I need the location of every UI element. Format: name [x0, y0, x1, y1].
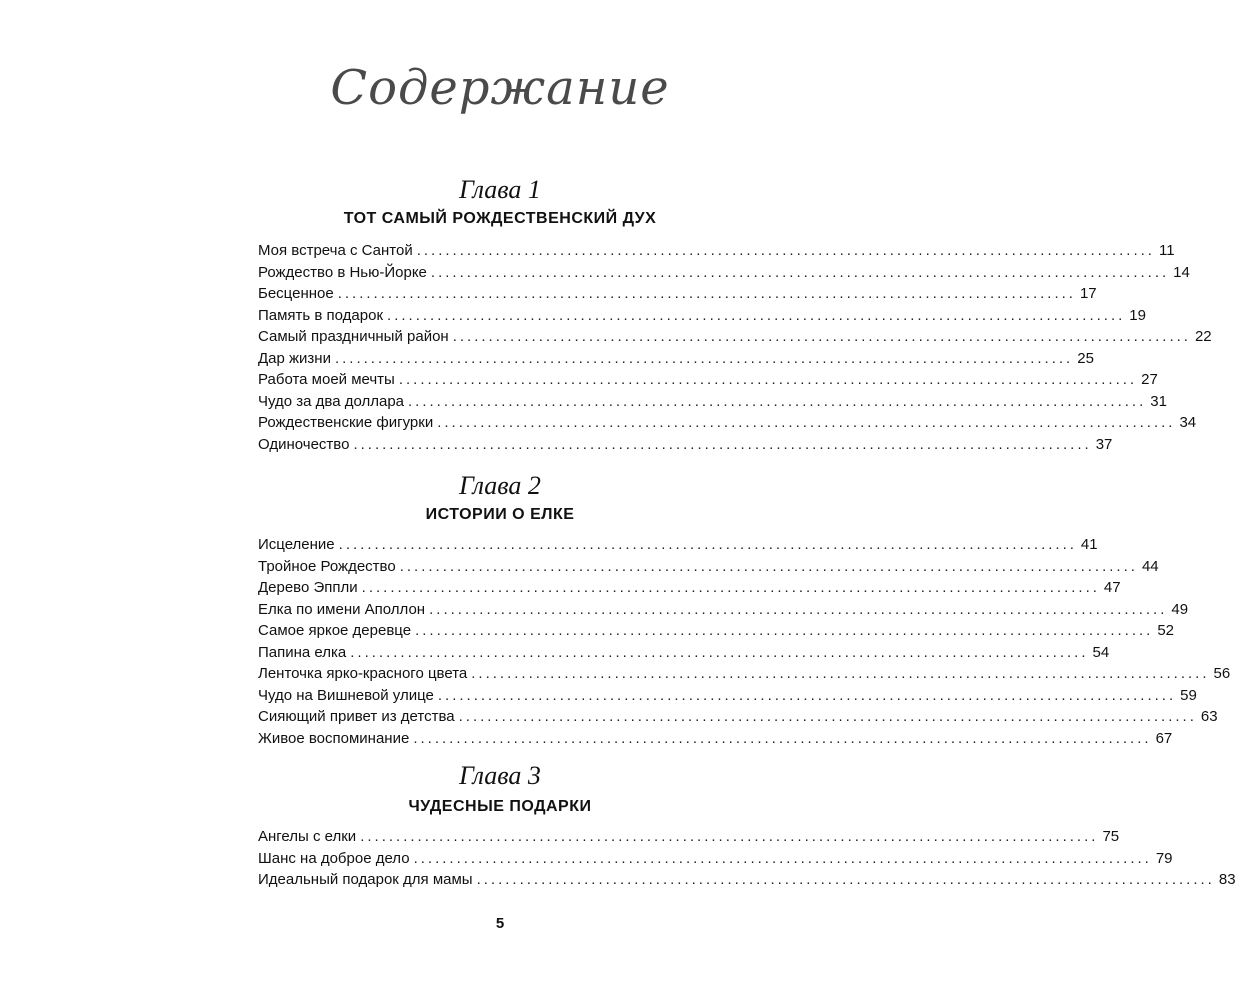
toc-entry-title: Живое воспоминание [258, 729, 410, 747]
dot-leader: ....................................................................................................... [353, 435, 1092, 453]
toc-entry-page: 11 [1158, 242, 1175, 259]
toc-entry[interactable] [258, 556, 1159, 578]
toc-entry[interactable] [258, 848, 1173, 870]
toc-entry-page: 59 [1180, 686, 1197, 704]
toc-entry-title: Дар жизни [258, 349, 331, 367]
toc-entry-title: Идеальный подарок для мамы [258, 871, 473, 888]
dot-leader: ....................................................................................................... [416, 242, 1155, 259]
dot-leader: ....................................................................................................... [430, 263, 1170, 281]
toc-entry[interactable] [258, 283, 1097, 305]
page-number: 5 [495, 915, 505, 932]
toc-entry-page: 56 [1213, 665, 1231, 682]
dot-leader: ....................................................................................................... [437, 686, 1177, 704]
toc-entry-page: 67 [1155, 729, 1173, 747]
toc-entry-page: 79 [1155, 849, 1173, 867]
toc-entry[interactable] [258, 348, 1094, 370]
toc-entry-page: 19 [1129, 306, 1146, 324]
chapter-1-label: Глава 1 [459, 175, 541, 204]
toc-entry-title: Одиночество [258, 435, 350, 453]
dot-leader: ....................................................................................................... [387, 306, 1126, 324]
toc-entry-title: Ангелы с елки [258, 828, 357, 845]
toc-entry-title: Бесценное [258, 285, 334, 302]
toc-entry-page: 14 [1173, 263, 1190, 281]
toc-entry[interactable] [258, 577, 1121, 599]
dot-leader: ....................................................................................................... [350, 643, 1089, 661]
toc-entry-title: Рождественские фигурки [258, 414, 434, 431]
toc-entry[interactable] [258, 620, 1175, 642]
dot-leader: ....................................................................................................... [458, 708, 1197, 725]
toc-entry[interactable] [258, 642, 1110, 664]
toc-entry[interactable] [258, 305, 1146, 327]
toc-entry-page: 37 [1095, 435, 1113, 453]
chapter-3-title: ЧУДЕСНЫЕ ПОДАРКИ [408, 798, 592, 815]
toc-entry-title: Работа моей мечты [258, 371, 395, 388]
dot-leader: ....................................................................................................... [471, 665, 1210, 682]
toc-entry-title: Елка по имени Аполлон [258, 600, 426, 618]
toc-entry-title: Шанс на доброе дело [258, 849, 410, 867]
toc-entry[interactable] [258, 826, 1120, 848]
toc-entry-page: 49 [1171, 600, 1189, 618]
toc-entry-page: 83 [1218, 871, 1236, 888]
dot-leader: ....................................................................................................... [408, 392, 1147, 410]
toc-entry[interactable] [258, 599, 1189, 621]
toc-entry-page: 31 [1150, 392, 1167, 410]
dot-leader: ....................................................................................................... [437, 414, 1176, 431]
dot-leader: ....................................................................................................... [399, 557, 1138, 575]
toc-entry-title: Чудо на Вишневой улице [258, 686, 434, 704]
chapter-1-entries [258, 240, 1212, 455]
toc-entry-title: Чудо за два доллара [258, 392, 405, 410]
toc-entry[interactable] [258, 663, 1231, 685]
toc-entry[interactable] [258, 326, 1212, 348]
page-title: Содержание [330, 60, 670, 116]
toc-entry[interactable] [258, 534, 1098, 556]
chapter-2-label: Глава 2 [459, 471, 541, 500]
toc-entry-title: Исцеление [258, 536, 335, 553]
dot-leader: ....................................................................................................... [415, 622, 1154, 639]
dot-leader: ....................................................................................................... [334, 349, 1074, 367]
dot-leader: ....................................................................................................... [361, 579, 1100, 596]
chapter-1-title: ТОТ САМЫЙ РОЖДЕСТВЕНСКИЙ ДУХ [343, 210, 657, 227]
dot-leader: ....................................................................................................... [338, 536, 1077, 553]
toc-entry-page: 75 [1102, 828, 1120, 845]
toc-entry[interactable] [258, 706, 1218, 728]
toc-entry-page: 63 [1200, 708, 1218, 725]
toc-entry-page: 47 [1103, 579, 1121, 596]
dot-leader: ....................................................................................................... [398, 371, 1138, 388]
toc-entry-title: Рождество в Нью-Йорке [258, 263, 427, 281]
dot-leader: ....................................................................................................... [413, 729, 1152, 747]
toc-entry-title: Моя встреча с Сантой [258, 242, 413, 259]
chapter-3-label: Глава 3 [459, 761, 541, 790]
toc-entry-page: 52 [1157, 622, 1175, 639]
toc-entry-title: Самый праздничный район [258, 328, 449, 345]
toc-entry[interactable] [258, 869, 1236, 891]
toc-entry-page: 22 [1194, 328, 1212, 345]
dot-leader: ....................................................................................................... [413, 849, 1152, 867]
toc-entry[interactable] [258, 728, 1173, 750]
toc-entry-title: Тройное Рождество [258, 557, 396, 575]
toc-entry-title: Сияющий привет из детства [258, 708, 455, 725]
toc-entry[interactable] [258, 262, 1190, 284]
toc-entry[interactable] [258, 240, 1175, 262]
chapter-2-title: ИСТОРИИ О ЕЛКЕ [425, 506, 575, 523]
toc-entry[interactable] [258, 391, 1167, 413]
dot-leader: ....................................................................................................... [452, 328, 1191, 345]
chapter-3-entries [258, 826, 1236, 891]
toc-entry-title: Дерево Эппли [258, 579, 358, 596]
dot-leader: ....................................................................................................... [337, 285, 1076, 302]
toc-entry-title: Самое яркое деревце [258, 622, 412, 639]
toc-entry-title: Память в подарок [258, 306, 384, 324]
toc-entry-page: 44 [1141, 557, 1159, 575]
toc-entry[interactable] [258, 685, 1197, 707]
toc-entry-page: 27 [1141, 371, 1158, 388]
toc-entry[interactable] [258, 369, 1158, 391]
toc-entry-page: 34 [1179, 414, 1197, 431]
toc-entry-page: 17 [1079, 285, 1097, 302]
toc-entry-title: Папина елка [258, 643, 347, 661]
chapter-2-entries [258, 534, 1231, 749]
toc-entry[interactable] [258, 434, 1113, 456]
toc-entry-page: 25 [1077, 349, 1094, 367]
dot-leader: ....................................................................................................... [476, 871, 1215, 888]
dot-leader: ....................................................................................................... [429, 600, 1168, 618]
toc-entry-title: Ленточка ярко-красного цвета [258, 665, 468, 682]
toc-entry-page: 41 [1080, 536, 1098, 553]
toc-entry[interactable] [258, 412, 1197, 434]
dot-leader: ....................................................................................................... [360, 828, 1099, 845]
toc-entry-page: 54 [1092, 643, 1110, 661]
